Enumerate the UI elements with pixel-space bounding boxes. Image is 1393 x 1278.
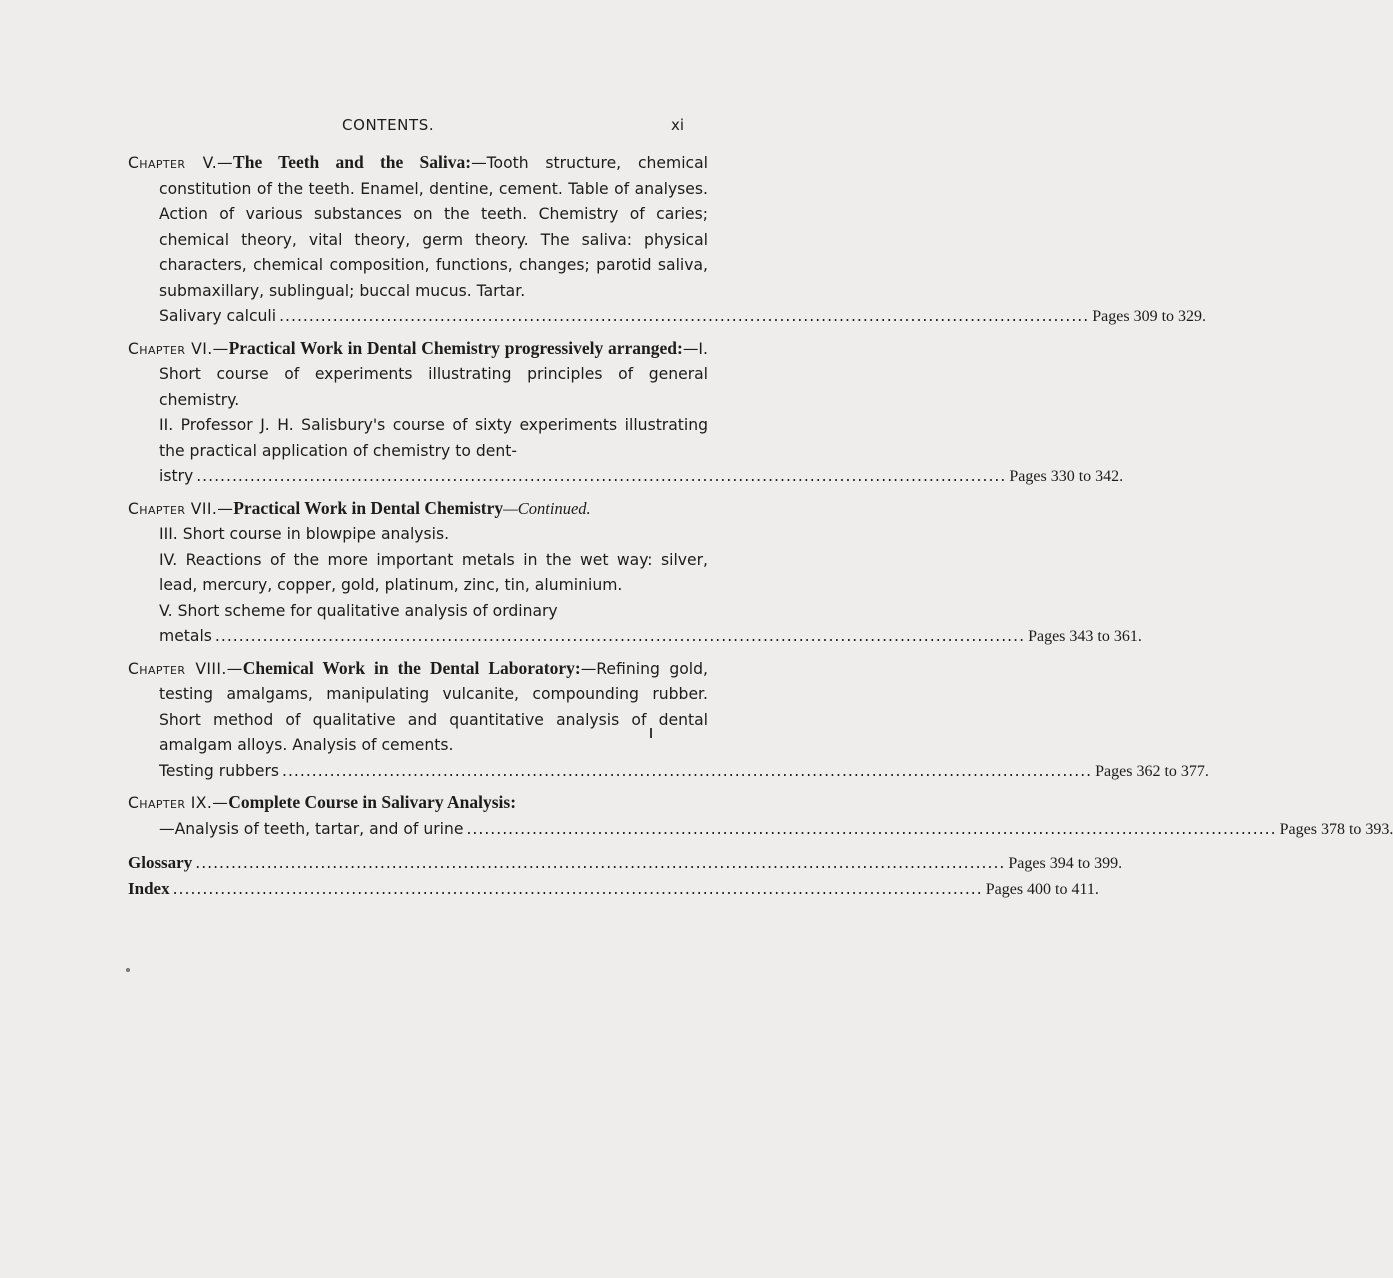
dot-leader: ........................................................................................................................................ [214,627,1026,645]
chapter-heading: Complete Course in Salivary Analysis: [228,792,517,812]
page-range-line [159,464,1124,490]
toc-entry-glossary [128,850,1123,876]
page-range: Pages 362 to 377. [1095,762,1209,780]
chapter-label: Chapter V.— [128,154,234,172]
table-of-contents [128,150,1393,902]
chapter-description: —I. Short course of experiments illustrating principles of general chemistry. [159,339,708,409]
dot-leader: ........................................................................................................................................ [196,467,1007,485]
page-number: xi [670,116,684,134]
page-range-line [159,759,1209,785]
page-range-line [159,817,1393,843]
chapter-heading: Chemical Work in the Dental Laboratory: [242,657,581,678]
dot-leader: ........................................................................................................................................ [195,854,1006,872]
toc-entry-chapter-6 [128,336,1124,490]
index-label: Index [128,879,170,898]
last-topic: —Analysis of teeth, tartar, and of urine [159,819,464,838]
page-range: Pages 394 to 399. [1008,855,1123,872]
toc-entry-index [128,876,1099,902]
dot-leader: ........................................................................................................................................ [282,761,1093,780]
page-range-line [159,624,1142,650]
page-range: Pages 343 to 361. [1028,628,1142,645]
page-range: Pages 330 to 342. [1009,468,1124,485]
dot-leader: ........................................................................................................................................ [279,307,1090,325]
section-item: V. Short scheme for qualitative analysis of ordinary [159,601,558,620]
chapter-description: —Refining gold, testing amalgams, manipulating vulcanite, compounding rubber. Short method of qualitative and quantitative analysis of dental amalgam alloys. Analysis of cements. [159,659,708,754]
dot-leader: ........................................................................................................................................ [172,880,983,898]
chapter-label: Chapter VII.— [128,499,234,518]
section-item: IV. Reactions of the more important metals in the wet way: silver, lead, mercury, copper, gold, platinum, zinc, tin, aluminium. [159,550,708,594]
chapter-label: Chapter VI.— [128,339,229,358]
chapter-heading: Practical Work in Dental Chemistry progressively arranged: [228,337,683,358]
last-topic: metals [159,627,212,645]
toc-entry-chapter-8 [128,656,1209,785]
chapter-description: —Tooth structure, chemical constitution of the teeth. Enamel, dentine, cement. Table of analyses. Action of various substances on the teeth. Chemistry of caries; chemical theory, vital theory, germ theory. The saliva: physical characters, chemical composition, functions, changes; parotid saliva, submaxillary, sublingual; buccal mucus. Tartar. [159,154,708,300]
last-topic: istry [159,467,194,485]
chapter-heading: Practical Work in Dental Chemistry [233,497,504,518]
toc-entry-chapter-9 [128,790,1393,842]
running-header [310,116,710,138]
page-range: Pages 378 to 393. [1279,820,1393,838]
page-range: Pages 400 to 411. [985,881,1099,898]
last-topic: Testing rubbers [159,761,279,780]
print-mark [650,728,652,738]
chapter-label: Chapter VIII.— [128,659,243,678]
chapter-label: Chapter IX.— [128,794,229,812]
chapter-heading: The Teeth and the Saliva: [233,152,472,172]
section-item: III. Short course in blowpipe analysis. [159,525,450,543]
page-range: Pages 309 to 329. [1092,308,1207,325]
continued-note: —Continued. [503,498,591,518]
last-topic: Salivary calculi [159,307,277,325]
running-title: CONTENTS. [342,116,435,134]
glossary-label: Glossary [128,853,193,872]
toc-entry-chapter-7 [128,496,1142,650]
page-range-line [159,304,1207,330]
section-item: II. Professor J. H. Salisbury's course of sixty experiments illustrating the practical application of chemistry to dent- [159,416,708,460]
dot-leader: ........................................................................................................................................ [466,819,1277,838]
print-mark [126,968,130,972]
toc-entry-chapter-5 [128,150,1207,330]
